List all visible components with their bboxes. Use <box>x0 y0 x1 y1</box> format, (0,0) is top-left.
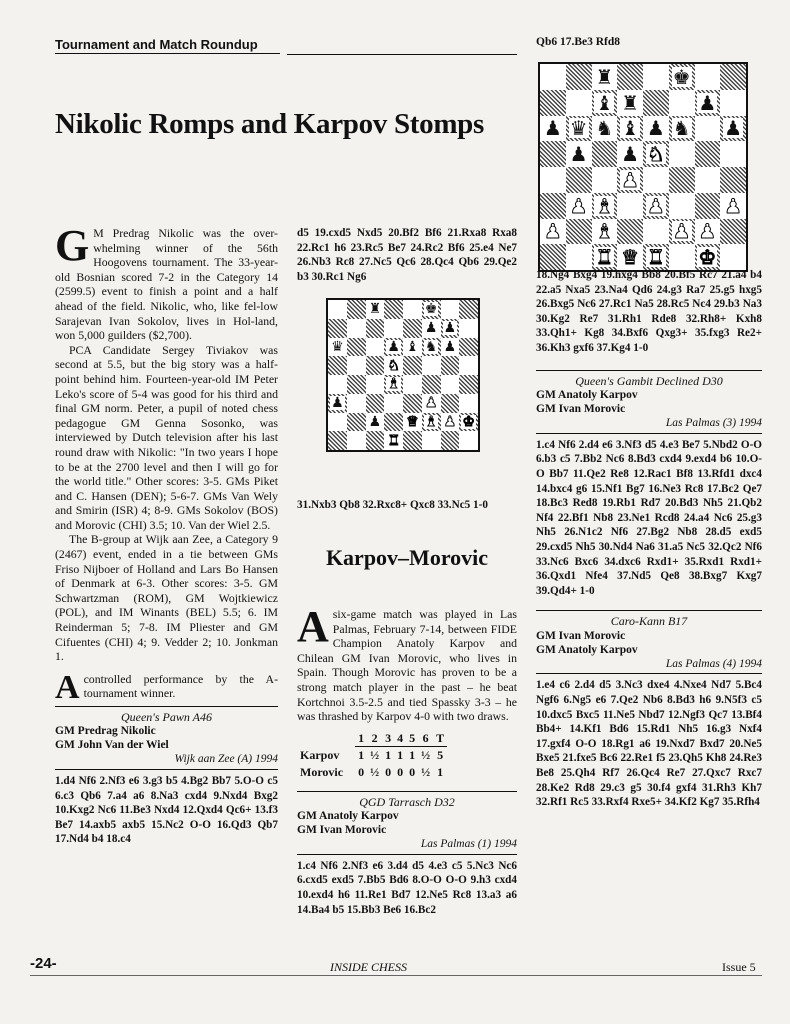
board-square <box>720 244 746 270</box>
board-square <box>441 319 460 338</box>
score-cell: 5 <box>437 748 444 763</box>
board-square <box>643 193 669 219</box>
board-square <box>695 167 721 193</box>
board-square <box>695 90 721 116</box>
board-square <box>643 141 669 167</box>
board-square <box>422 338 441 357</box>
column-2 <box>297 226 517 284</box>
board-square <box>403 431 422 450</box>
chess-piece: ♞ <box>387 357 400 374</box>
chess-piece: ♞ <box>595 116 614 141</box>
board-square <box>643 244 669 270</box>
score-header-cell: 2 <box>367 730 382 747</box>
board-square <box>695 193 721 219</box>
board-square <box>403 375 422 394</box>
chess-piece: ♚ <box>698 245 717 270</box>
chess-piece: ♟ <box>646 193 665 218</box>
board-square <box>566 116 592 142</box>
board-square <box>617 193 643 219</box>
board-square <box>592 64 618 90</box>
article-paragraph: six-game match was played in Las Palmas, February 7-14, between FIDE Champion Anatoly Karpov and Chilean GM Ivan Morovic, who lives in Spain. Though Morovic has proven to be a strong match player in the past – he beat Kortchnoi 3.5-2.5 and tied Spassky 3-3 – he was thrashed by Karpov 4-0 with two draws. <box>297 607 517 724</box>
issue-number: Issue 5 <box>722 960 756 974</box>
score-cell: ½ <box>370 748 380 763</box>
chess-piece: ♝ <box>595 219 614 244</box>
board-square <box>540 193 566 219</box>
chess-piece: ♟ <box>698 219 717 244</box>
game-opening: Queen's Gambit Declined D30 <box>575 373 723 388</box>
board-square <box>459 319 478 338</box>
game-opening: Queen's Pawn A46 <box>120 709 212 724</box>
match-score-table <box>297 730 447 781</box>
game-moves: 1.c4 Nf6 2.d4 e6 3.Nf3 d5 4.e3 Be7 5.Nbd2 O-O 6.b3 c5 7.Bb2 Nc6 8.Bd3 cxd4 9.exd4 b6 10.O-O Bb7 11.Qe2 Re8 12.Rac1 Bf8 13.Rfd1 dxc4 14.bxc4 g6 15.Nf1 Bg7 16.Ne3 Rc8 17.Bc2 Qe7 18.Bc3 Red8 19.Rb1 Rd7 20.Bd3 Nh5 21.Qb2 Nf4 22.Bf1 Nb8 23.Ne1 Rcd8 24.a4 Nc6 25.g3 Nh5 26.N1c2 Nf6 27.Bg2 Nb8 28.d5 exd5 29.cxd5 Nh5 30.Nd4 Na6 31.a5 Nc5 32.Qc2 Nf6 33.Nc6 Bxc6 34.dxc6 Rxd1+ 35.Rxd1 Rxd1+ 36.Qxd1 Nfe4 37.Nd5 Qe8 38.Bxg7 Kxg7 39.Qd4+ 1-0 <box>536 438 762 597</box>
board-square <box>422 394 441 413</box>
board-square <box>366 413 385 432</box>
top-rule <box>287 54 517 55</box>
board-square <box>441 375 460 394</box>
board-square <box>720 167 746 193</box>
chess-diagram-2 <box>538 62 748 272</box>
board-square <box>422 319 441 338</box>
game-black: GM Ivan Morovic <box>536 403 626 416</box>
chess-piece: ♝ <box>387 376 400 393</box>
board-square <box>328 300 347 319</box>
chess-piece: ♟ <box>724 116 743 141</box>
board-square <box>384 413 403 432</box>
board-square <box>643 90 669 116</box>
board-square <box>617 116 643 142</box>
game-event: Las Palmas (3) 1994 <box>536 416 762 434</box>
game-event: Las Palmas (1) 1994 <box>297 837 517 855</box>
score-cell: ½ <box>421 748 431 763</box>
board-square <box>384 431 403 450</box>
headline: Nikolic Romps and Karpov Stomps <box>55 108 484 140</box>
chess-piece: ♟ <box>621 142 640 167</box>
board-square <box>347 300 366 319</box>
score-header-cell: 5 <box>406 730 418 747</box>
board-square <box>617 141 643 167</box>
board-square <box>366 431 385 450</box>
board-square <box>720 219 746 245</box>
column-1 <box>55 221 278 847</box>
board-square <box>592 167 618 193</box>
chess-piece: ♝ <box>595 90 614 115</box>
top-right-moves: Qb6 17.Be3 Rfd8 <box>536 36 621 48</box>
chess-piece: ♟ <box>724 193 743 218</box>
board-square <box>384 356 403 375</box>
board-square <box>422 356 441 375</box>
player-name: Karpov <box>300 748 340 763</box>
chess-piece: ♟ <box>387 338 400 355</box>
board-square <box>422 375 441 394</box>
score-cell: 0 <box>397 764 404 779</box>
board-square <box>384 319 403 338</box>
board-square <box>347 431 366 450</box>
game-black: GM John Van der Wiel <box>55 739 169 752</box>
chess-diagram-1 <box>326 298 480 452</box>
board-square <box>592 193 618 219</box>
board-square <box>347 413 366 432</box>
chess-piece: ♛ <box>569 116 588 141</box>
board-square <box>540 90 566 116</box>
board-square <box>669 141 695 167</box>
game-white: GM Predrag Nikolic <box>55 725 156 738</box>
board-square <box>669 116 695 142</box>
board-square <box>403 413 422 432</box>
score-cell: ½ <box>421 764 431 779</box>
board-square <box>669 244 695 270</box>
board-square <box>566 141 592 167</box>
page-number: -24- <box>30 955 57 972</box>
board-square <box>403 300 422 319</box>
board-square <box>643 116 669 142</box>
board-square <box>566 244 592 270</box>
chess-piece: ♟ <box>621 167 640 192</box>
chess-piece: ♛ <box>621 245 640 270</box>
board-square <box>459 375 478 394</box>
board-square <box>347 319 366 338</box>
board-square <box>366 338 385 357</box>
board-square <box>328 413 347 432</box>
score-header-cell: 4 <box>394 730 406 747</box>
board-square <box>669 90 695 116</box>
board-square <box>617 167 643 193</box>
section-header: Tournament and Match Roundup <box>55 37 280 54</box>
board-square <box>347 356 366 375</box>
player-name: Morovic <box>300 764 344 779</box>
chess-piece: ♟ <box>543 219 562 244</box>
game-moves: 1.c4 Nf6 2.Nf3 e6 3.d4 d5 4.e3 c5 5.Nc3 Nc6 6.cxd5 exd5 7.Bb5 Bd6 8.O-O O-O 9.h3 cxd4 10.exd4 h6 11.Re1 Bd7 12.Ne5 Rc8 13.a3 a6 14.Ba4 b5 15.Bb3 Be6 16.Bc2 <box>297 859 517 916</box>
board-square <box>592 90 618 116</box>
board-square <box>617 244 643 270</box>
score-header-cell: 1 <box>355 730 367 747</box>
board-square <box>403 394 422 413</box>
board-square <box>566 167 592 193</box>
board-square <box>441 431 460 450</box>
chess-piece: ♟ <box>424 395 438 412</box>
board-square <box>617 90 643 116</box>
board-square <box>720 90 746 116</box>
board-square <box>643 167 669 193</box>
board-square <box>441 338 460 357</box>
board-square <box>459 356 478 375</box>
board-square <box>384 338 403 357</box>
board-square <box>566 90 592 116</box>
game-white: GM Ivan Morovic <box>536 629 626 642</box>
chess-piece: ♟ <box>443 338 457 355</box>
article-paragraph: controlled performance by the A-tournament winner. <box>83 671 278 701</box>
board-square <box>328 431 347 450</box>
board-square <box>328 375 347 394</box>
board-square <box>366 375 385 394</box>
board-square <box>441 300 460 319</box>
board-square <box>384 300 403 319</box>
game-moves: 31.Nxb3 Qb8 32.Rxc8+ Qxc8 33.Nc5 1-0 <box>297 499 488 511</box>
board-square <box>695 244 721 270</box>
score-cell: 0 <box>385 764 392 779</box>
game-opening: QGD Tarrasch D32 <box>359 794 455 809</box>
board-square <box>328 356 347 375</box>
column-2-lower <box>297 498 517 513</box>
board-square <box>540 244 566 270</box>
board-square <box>695 64 721 90</box>
game-black: GM Anatoly Karpov <box>536 643 638 656</box>
board-square <box>695 116 721 142</box>
board-square <box>422 300 441 319</box>
board-square <box>384 394 403 413</box>
column-2-article <box>297 602 517 917</box>
chess-piece: ♚ <box>672 64 691 89</box>
chess-piece: ♛ <box>331 338 344 355</box>
chess-piece: ♛ <box>406 413 419 430</box>
score-header-cell: T <box>433 730 447 747</box>
chess-piece: ♜ <box>621 90 640 115</box>
score-row <box>297 764 447 781</box>
chess-piece: ♟ <box>543 116 562 141</box>
chess-piece: ♟ <box>443 320 457 337</box>
article-paragraph: PCA Candidate Sergey Tiviakov was second at 5.5, but the big story was a half-point behind him. Fourteen-year-old IM Peter Leko's score of 5-4 was good for his third and final GM norm. Peter, a pupil of noted chess pedagogue GM Genna Sosonko, was interviewed by Dutch television after his last round draw with Nikolic: "In two years I hope to be at the 2700 level and then I will go for the world title." Other scores: 3-5. GMs Piket and C. Hansen (DEN); 5-6-7. GMs Van Wely and Smirin (ISR) 4; 8-9. GMs Sokolov (BOS) and Morovic (CHI) 3.5; 10. Van der Wiel 2.5. <box>55 342 278 532</box>
subheadline: Karpov–Morovic <box>325 545 489 570</box>
board-square <box>669 167 695 193</box>
board-square <box>347 338 366 357</box>
chess-piece: ♜ <box>595 64 614 89</box>
board-square <box>366 300 385 319</box>
game-white: GM Anatoly Karpov <box>297 810 399 823</box>
board-square <box>720 193 746 219</box>
chess-piece: ♞ <box>672 116 691 141</box>
board-square <box>617 64 643 90</box>
board-square <box>459 338 478 357</box>
board-square <box>669 219 695 245</box>
board-square <box>669 64 695 90</box>
score-cell: 0 <box>358 764 365 779</box>
chess-piece: ♚ <box>424 301 438 318</box>
board-square <box>643 219 669 245</box>
score-cell: 1 <box>409 748 416 763</box>
board-square <box>540 219 566 245</box>
board-square <box>695 219 721 245</box>
board-square <box>347 394 366 413</box>
board-square <box>695 141 721 167</box>
article-paragraph: M Predrag Nikolic was the over-whelming winner of the 56th Hoogovens tournament. The 33-year-old Bosnian scored 7-2 in the Category 14 (2599.5) event to finish a point and a half ahead of the field. Nikolic, who, like fel-low Sarajevan Ivan Sokolov, lives in Hol-land, won 5,000 guilders ($2,700). <box>55 226 278 343</box>
board-square <box>643 64 669 90</box>
board-square <box>441 356 460 375</box>
board-square <box>328 319 347 338</box>
board-square <box>384 375 403 394</box>
board-square <box>459 431 478 450</box>
board-square <box>720 141 746 167</box>
score-header-cell: 3 <box>382 730 394 747</box>
board-square <box>403 319 422 338</box>
score-cell: 1 <box>397 748 404 763</box>
board-square <box>422 413 441 432</box>
score-header-row <box>297 730 447 747</box>
board-square <box>617 219 643 245</box>
board-square <box>403 338 422 357</box>
chess-piece: ♟ <box>569 142 588 167</box>
dropcap: A <box>297 602 329 651</box>
game-moves: 18.Ng4 Bxg4 19.hxg4 Bb8 20.Bf5 Rc7 21.a4 b4 22.a5 Nxa5 23.Na4 Qd6 24.g3 Ra7 25.g5 hxg5 26.Bxg5 Nc6 27.Rc1 Na5 28.Rc5 Nc4 29.b3 Na3 30.Kg2 Re7 31.Rh1 Rde8 32.Rh8+ Kxh8 33.Qh1+ Kg8 34.Bxf6 Qxg3+ 35.fxg3 Re2+ 36.Kh3 gxf6 37.Kg4 1-0 <box>536 269 762 354</box>
chess-piece: ♜ <box>595 245 614 270</box>
board-square <box>566 219 592 245</box>
board-square <box>592 116 618 142</box>
board-square <box>566 193 592 219</box>
board-square <box>441 413 460 432</box>
chess-piece: ♝ <box>621 116 640 141</box>
board-square <box>592 141 618 167</box>
board-square <box>366 319 385 338</box>
game-moves: 1.e4 c6 2.d4 d5 3.Nc3 dxe4 4.Nxe4 Nd7 5.Bc4 Ngf6 6.Ng5 e6 7.Qe2 Nb6 8.Bd3 h6 9.N5f3 c5 10.dxc5 Bxc5 11.Ne5 Nbd7 12.Ngf3 Qc7 13.Bf4 Bb4+ 14.Kf1 Bd6 15.Rd1 Nh5 16.g3 Nxf4 17.gxf4 O-O 18.Rg1 a6 19.Nxd7 Bxd7 20.Ne5 Bxe5 21.fxe5 Bc6 22.Re1 f5 23.Qh5 Kh8 24.Re3 Be8 25.Qh4 Rf7 26.Qc4 Re7 27.Qxc7 Rxc7 28.Ke2 Rd8 29.c3 g5 30.f4 gxf4 31.Rh3 Kh7 32.Rf1 Rc5 33.Rxf4 Rxe5+ 34.Kf2 Kg7 35.Rfh4 <box>536 679 762 809</box>
game-moves: d5 19.cxd5 Nxd5 20.Bf2 Bf6 21.Rxa8 Rxa8 22.Rc1 h6 23.Rc5 Be7 24.Rc2 Bf6 25.e4 Ne7 26.Nb3 Rc8 27.Nc5 Qc6 28.Qc4 Qb6 29.Qe2 b3 30.Rc1 Ng6 <box>297 227 517 283</box>
board-square <box>669 193 695 219</box>
board-square <box>459 300 478 319</box>
board-square <box>347 375 366 394</box>
chess-piece: ♜ <box>646 245 665 270</box>
chess-piece: ♚ <box>462 413 475 430</box>
dropcap: G <box>55 221 90 270</box>
chess-piece: ♟ <box>646 116 665 141</box>
chess-piece: ♟ <box>443 413 457 430</box>
board-square <box>459 394 478 413</box>
board-square <box>328 338 347 357</box>
score-cell: 1 <box>358 748 365 763</box>
footer-rule <box>30 975 762 976</box>
chess-piece: ♜ <box>387 432 400 449</box>
board-square <box>422 431 441 450</box>
board-square <box>540 116 566 142</box>
board-square <box>540 64 566 90</box>
chess-piece: ♜ <box>368 301 382 318</box>
column-3 <box>536 268 762 810</box>
game-white: GM Anatoly Karpov <box>536 389 638 402</box>
game-event: Wijk aan Zee (A) 1994 <box>55 752 278 770</box>
chess-piece: ♞ <box>646 142 665 167</box>
board-square <box>540 141 566 167</box>
score-cell: 0 <box>409 764 416 779</box>
board-square <box>720 64 746 90</box>
chess-piece: ♟ <box>698 90 717 115</box>
game-event: Las Palmas (4) 1994 <box>536 657 762 675</box>
board-square <box>366 356 385 375</box>
board-square <box>366 394 385 413</box>
chess-piece: ♟ <box>424 320 438 337</box>
score-cell: 1 <box>437 764 444 779</box>
board-square <box>720 116 746 142</box>
chess-piece: ♟ <box>672 219 691 244</box>
chess-piece: ♟ <box>331 395 344 412</box>
dropcap: A <box>55 668 80 706</box>
score-header-cell: 6 <box>418 730 433 747</box>
board-square <box>592 244 618 270</box>
score-row <box>297 747 447 764</box>
chess-piece: ♝ <box>406 338 419 355</box>
chess-piece: ♞ <box>424 338 438 355</box>
game-moves: 1.d4 Nf6 2.Nf3 e6 3.g3 b5 4.Bg2 Bb7 5.O-O c5 6.c3 Qb6 7.a4 a6 8.Na3 cxd4 9.Nxd4 Bxg2 10.Kxg2 Nc6 11.Be3 Nxd4 12.Qxd4 Qc6+ 13.f3 Be7 14.axb5 axb5 15.Nc2 O-O 16.Qd3 Qb7 17.Nd4 b4 18.c4 <box>55 775 278 846</box>
game-black: GM Ivan Morovic <box>297 824 387 837</box>
board-square <box>328 394 347 413</box>
chess-piece: ♟ <box>569 193 588 218</box>
board-square <box>540 167 566 193</box>
game-opening: Caro-Kann B17 <box>610 614 688 629</box>
chess-piece: ♝ <box>424 413 438 430</box>
board-square <box>566 64 592 90</box>
article-paragraph: The B-group at Wijk aan Zee, a Category 9 (2467) event, ended in a tie between GMs Friso Nijboer of Holland and Lars Bo Hansen of Denmark at 6-3. Other scores: 3-5. GM Schwartzman (ROM), GM Wojtkiewicz (POL), and IM Winants (BEL) 5.5; 6. IM Reinderman 5; 7-8. IM Pliester and GM Cifuentes (CHI) 4; 9. Vedder 2; 10. Jonkman 1. <box>55 532 278 664</box>
chess-piece: ♟ <box>368 413 382 430</box>
score-cell: 1 <box>385 748 392 763</box>
magazine-name: INSIDE CHESS <box>330 960 407 974</box>
board-square <box>592 219 618 245</box>
board-square <box>441 394 460 413</box>
board-square <box>403 356 422 375</box>
chess-piece: ♝ <box>595 193 614 218</box>
score-cell: ½ <box>370 764 380 779</box>
board-square <box>459 413 478 432</box>
